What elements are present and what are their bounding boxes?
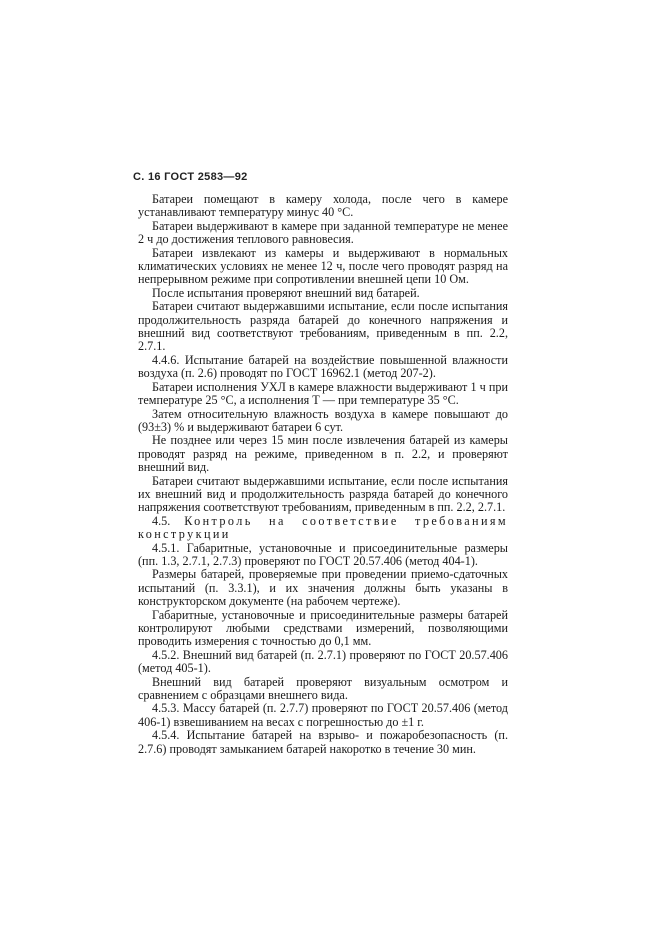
paragraph: После испытания проверяют внешний вид батарей. [152, 285, 420, 300]
paragraph: Размеры батарей, проверяемые при проведении приемо-сдаточных испытаний (п. 3.3.1), и их значения должны быть указаны в конструкторском документе (на рабочем чертеже). [138, 567, 508, 609]
paragraph: 4.4.6. Испытание батарей на воздействие повышенной влажности воздуха (п. 2.6) проводят по ГОСТ 16962.1 (метод 207-2). [138, 352, 508, 381]
section-title: Контроль на соответствие требованиям конструкции [138, 513, 508, 542]
paragraph: Батареи исполнения УХЛ в камере влажности выдерживают 1 ч при температуре 25 °С, а исполнения Т — при температуре 35 °С. [138, 379, 508, 408]
page-header: С. 16 ГОСТ 2583—92 [133, 171, 248, 183]
paragraph: Габаритные, установочные и присоединительные размеры батарей контролируют любыми средствами измерений, позволяющими проводить измерения с точностью до 0,1 мм. [138, 607, 508, 649]
paragraph: Не позднее или через 15 мин после извлечения батарей из камеры проводят разряд на режиме, приведенном в п. 2.2, и проверяют внешний вид. [138, 433, 508, 475]
section-number: 4.5. [152, 513, 171, 528]
paragraph: Батареи считают выдержавшими испытание, если после испытания их внешний вид и продолжительность разряда батарей до конечного напряжения соответствуют требованиям, приведенным в пп. 2.2, 2.7.1. [138, 473, 508, 515]
paragraph: 4.5.2. Внешний вид батарей (п. 2.7.1) проверяют по ГОСТ 20.57.406 (метод 405-1). [138, 647, 508, 676]
paragraph: Батареи считают выдержавшими испытание, если после испытания продолжительность разряда батарей до конечного напряжения и внешний вид соответствуют требованиям, приведенным в пп. 2.2, 2.7.1. [138, 299, 508, 354]
paragraph: Батареи извлекают из камеры и выдерживают в нормальных климатических условиях не менее 12 ч, после чего проводят разряд на непрерывном режиме при сопротивлении внешней цепи 10 Ом. [138, 245, 508, 287]
paragraph: Затем относительную влажность воздуха в камере повышают до (93±3) % и выдерживают батареи 6 сут. [138, 406, 508, 434]
paragraph: Батареи помещают в камеру холода, после чего в камере устанавливают температуру минус 40 °С. [138, 192, 508, 220]
paragraph: 4.5.1. Габаритные, установочные и присоединительные размеры (пп. 1.3, 2.7.1, 2.7.3) проверяют по ГОСТ 20.57.406 (метод 404-1). [138, 540, 508, 568]
paragraph: Внешний вид батарей проверяют визуальным осмотром и сравнением с образцами внешнего вида. [138, 674, 508, 703]
paragraph: 4.5.3. Массу батарей (п. 2.7.7) проверяют по ГОСТ 20.57.406 (метод 406-1) взвешиванием на весах с погрешностью до ±1 г. [138, 701, 508, 729]
paragraph: 4.5.4. Испытание батарей на взрыво- и пожаробезопасность (п. 2.7.6) проводят замыканием батарей накоротко в течение 30 мин. [138, 728, 508, 756]
document-body [138, 193, 508, 756]
paragraph: Батареи выдерживают в камере при заданной температуре не менее 2 ч до достижения теплового равновесия. [138, 218, 508, 247]
section-heading [138, 515, 508, 542]
